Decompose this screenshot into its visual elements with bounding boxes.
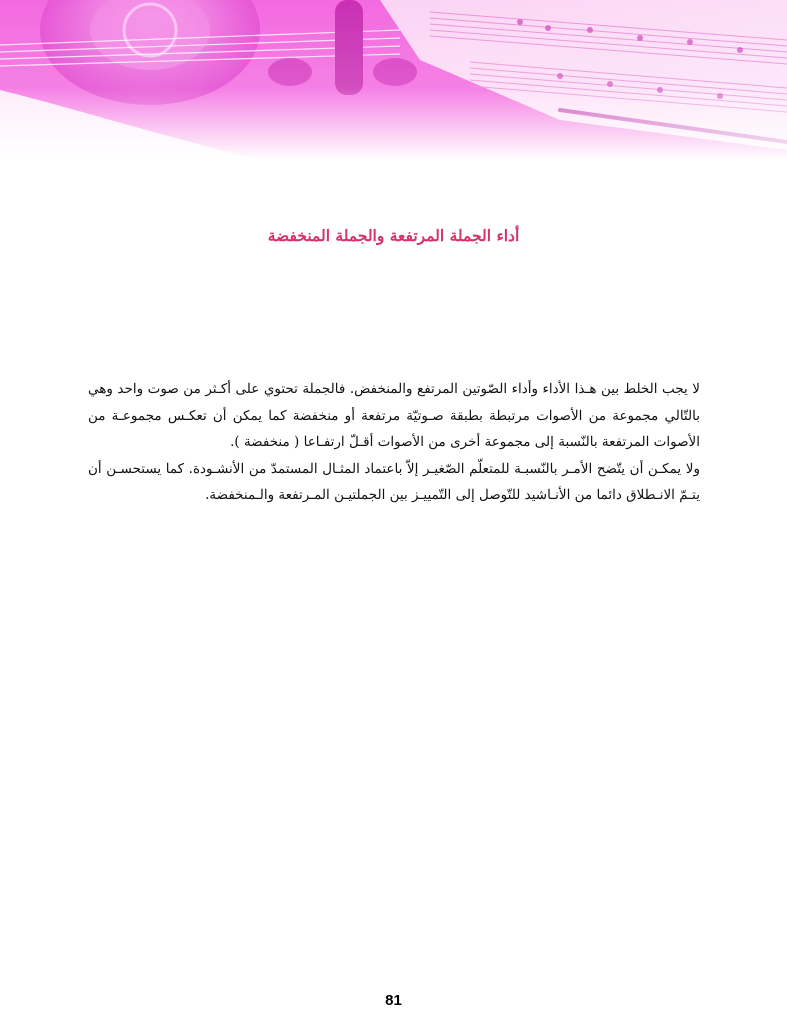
violin-sheet-music-image	[0, 0, 787, 160]
paragraph: لا يجب الخلط بين هـذا الأداء وأداء الصّوتين المرتفع والمنخفض. فالجملة تحتوي على أكـثر من صوت واحد وهي بالتّالي مجموعة من الأصوات مرتبطة بطبقة صـوتيّة مرتفعة أو منخفضة كما يمكن أن تعكـس مجموعـة من الأصوات المرتفعة بالنّسبة إلى مجموعة أخرى من الأصوات أقـلّ ارتفـاعا ( منخفضة ).	[88, 381, 700, 450]
body-text	[88, 376, 700, 509]
paragraph: ولا يمكـن أن يتّضح الأمـر بالنّسبـة للمتعلّم الصّغيـر إلاّ باعتماد المثـال المستمدّ من الأنشـودة. كما يستحسـن أن يتـمّ الانـطلاق دائما من الأنـاشيد للتّوصل إلى التّمييـز بين الجملتيـن المـرتفعة والـمنخفضة.	[88, 460, 700, 503]
page-title: أداء الجملة المرتفعة والجملة المنخفضة	[267, 226, 520, 245]
page-number: 81	[385, 992, 402, 1009]
header-banner	[0, 0, 787, 160]
